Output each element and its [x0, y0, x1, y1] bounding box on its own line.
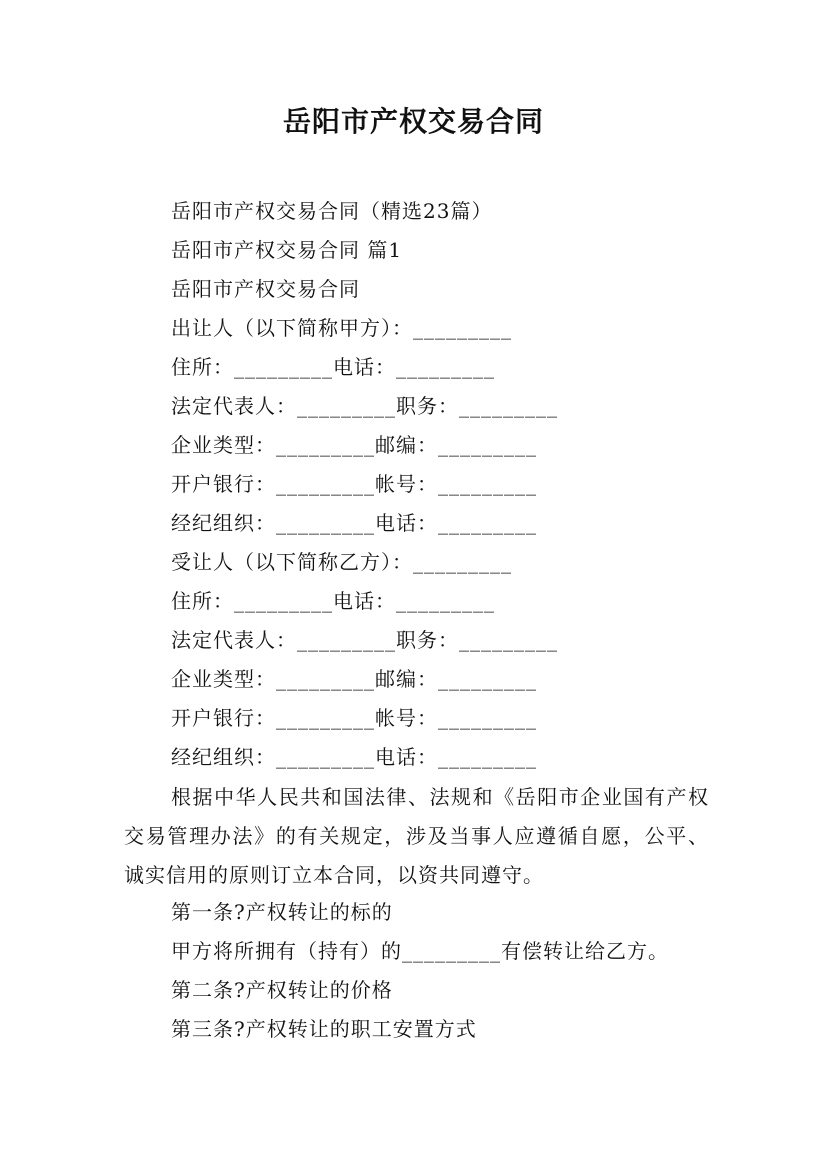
document-title: 岳阳市产权交易合同: [282, 105, 544, 138]
text-line: 开户银行：_________帐号：_________: [171, 472, 537, 496]
text-line: 岳阳市产权交易合同: [171, 277, 360, 301]
text-line: 企业类型：_________邮编：_________: [171, 667, 537, 691]
text-line: 经纪组织：_________电话：_________: [171, 511, 537, 535]
clause-heading: 第二条?产权转让的价格: [171, 978, 393, 1002]
text-line: 住所：_________电话：_________: [171, 589, 495, 613]
body-paragraph: 根据中华人民共和国法律、法规和《岳阳市企业国有产权交易管理办法》的有关规定，涉及当事人应遵循自愿，公平、诚实信用的原则订立本合同，以资共同遵守。: [124, 785, 709, 887]
text-line: 企业类型：_________邮编：_________: [171, 433, 537, 457]
text-line: 岳阳市产权交易合同（精选23篇）: [171, 199, 493, 223]
clause-heading: 第一条?产权转让的标的: [171, 900, 393, 924]
text-line: 法定代表人：_________职务：_________: [171, 628, 558, 652]
clause-heading: 第三条?产权转让的职工安置方式: [171, 1017, 477, 1041]
text-line: 出让人（以下简称甲方）：_________: [171, 316, 512, 340]
text-line: 甲方将所拥有（持有）的_________有偿转让给乙方。: [171, 939, 669, 963]
text-line: 住所：_________电话：_________: [171, 355, 495, 379]
text-line: 受让人（以下简称乙方）：_________: [171, 550, 512, 574]
text-line: 开户银行：_________帐号：_________: [171, 706, 537, 730]
text-line: 经纪组织：_________电话：_________: [171, 745, 537, 769]
text-line: 法定代表人：_________职务：_________: [171, 394, 558, 418]
text-line: 岳阳市产权交易合同 篇1: [171, 238, 403, 262]
